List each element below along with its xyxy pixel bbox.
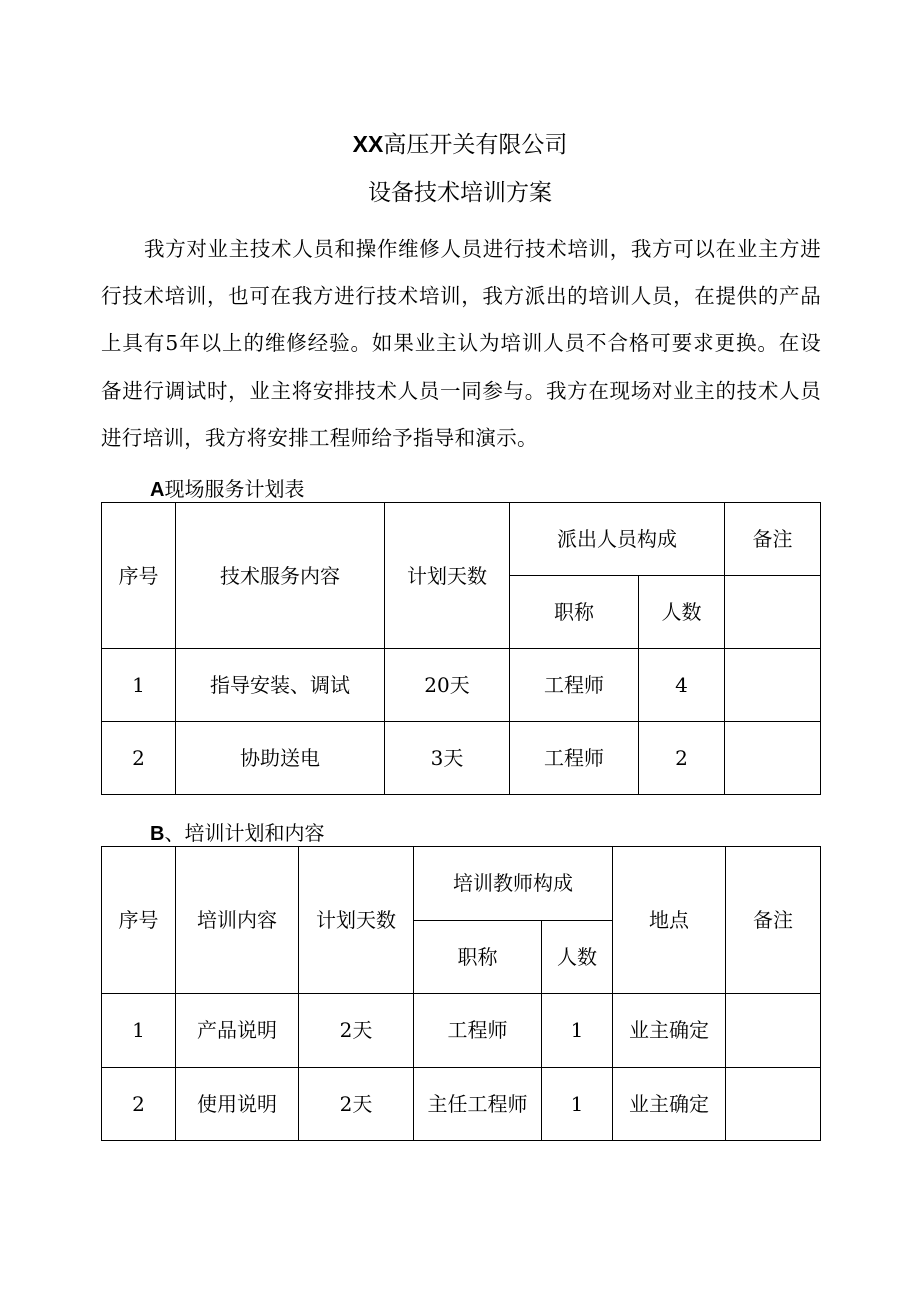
cell-content: 指导安装、调试 (176, 649, 385, 722)
cell-count: 4 (639, 649, 725, 722)
document-subtitle: 设备技术培训方案 (368, 180, 552, 206)
section-b-heading (150, 820, 324, 847)
training-plan-table (101, 846, 821, 1141)
cell-remark (725, 649, 821, 722)
header-cell-no: 序号 (102, 503, 176, 649)
cell-count: 2 (639, 722, 725, 795)
header-cell-empty (725, 576, 821, 649)
cell-no: 2 (102, 1067, 176, 1141)
table-row (102, 722, 821, 795)
header-cell-content: 培训内容 (176, 847, 299, 994)
header-cell-count: 人数 (639, 576, 725, 649)
header-cell-location: 地点 (613, 847, 726, 994)
cell-days: 2天 (299, 1067, 414, 1141)
cell-title: 工程师 (510, 722, 639, 795)
cell-title: 工程师 (510, 649, 639, 722)
cell-no: 2 (102, 722, 176, 795)
cell-no: 1 (102, 994, 176, 1068)
cell-remark (726, 994, 821, 1068)
header-cell-content: 技术服务内容 (176, 503, 385, 649)
title-prefix: XX (352, 131, 384, 157)
cell-count: 1 (542, 994, 613, 1068)
cell-days: 2天 (299, 994, 414, 1068)
table-header-row (102, 503, 821, 576)
cell-remark (725, 722, 821, 795)
cell-title: 主任工程师 (414, 1067, 542, 1141)
section-a-title: 现场服务计划表 (164, 477, 305, 501)
header-cell-days: 计划天数 (385, 503, 510, 649)
title-company-name: 高压开关有限公司 (383, 132, 568, 158)
header-cell-remark: 备注 (726, 847, 821, 994)
cell-content: 使用说明 (176, 1067, 299, 1141)
header-cell-count: 人数 (542, 920, 613, 994)
cell-days: 20天 (385, 649, 510, 722)
cell-content: 协助送电 (176, 722, 385, 795)
header-cell-days: 计划天数 (299, 847, 414, 994)
section-b-title: 、培训计划和内容 (164, 821, 325, 845)
section-a-prefix: A (150, 479, 165, 501)
cell-no: 1 (102, 649, 176, 722)
service-plan-table (101, 502, 821, 795)
cell-location: 业主确定 (613, 994, 726, 1068)
intro-paragraph: 我方对业主技术人员和操作维修人员进行技术培训，我方可以在业主方进行技术培训，也可在我方进行技术培训，我方派出的培训人员，在提供的产品上具有5年以上的维修经验。如果业主认为培训人员不合格可要求更换。在设备进行调试时，业主将安排技术人员一同参与。我方在现场对业主的技术人员进行培训，我方将安排工程师给予指导和演示。 (101, 237, 821, 450)
cell-content: 产品说明 (176, 994, 299, 1068)
header-cell-title: 职称 (510, 576, 639, 649)
cell-remark (726, 1067, 821, 1141)
table-row (102, 649, 821, 722)
header-cell-no: 序号 (102, 847, 176, 994)
cell-days: 3天 (385, 722, 510, 795)
table-row (102, 1067, 821, 1141)
header-cell-remark: 备注 (725, 503, 821, 576)
cell-title: 工程师 (414, 994, 542, 1068)
header-cell-staff-group: 派出人员构成 (510, 503, 725, 576)
cell-count: 1 (542, 1067, 613, 1141)
cell-location: 业主确定 (613, 1067, 726, 1141)
header-cell-teacher-group: 培训教师构成 (414, 847, 613, 921)
document-title (0, 128, 920, 161)
header-cell-title: 职称 (414, 920, 542, 994)
section-a-heading (150, 476, 304, 503)
section-b-prefix: B (150, 823, 165, 845)
table-row (102, 994, 821, 1068)
table-header-row (102, 847, 821, 921)
